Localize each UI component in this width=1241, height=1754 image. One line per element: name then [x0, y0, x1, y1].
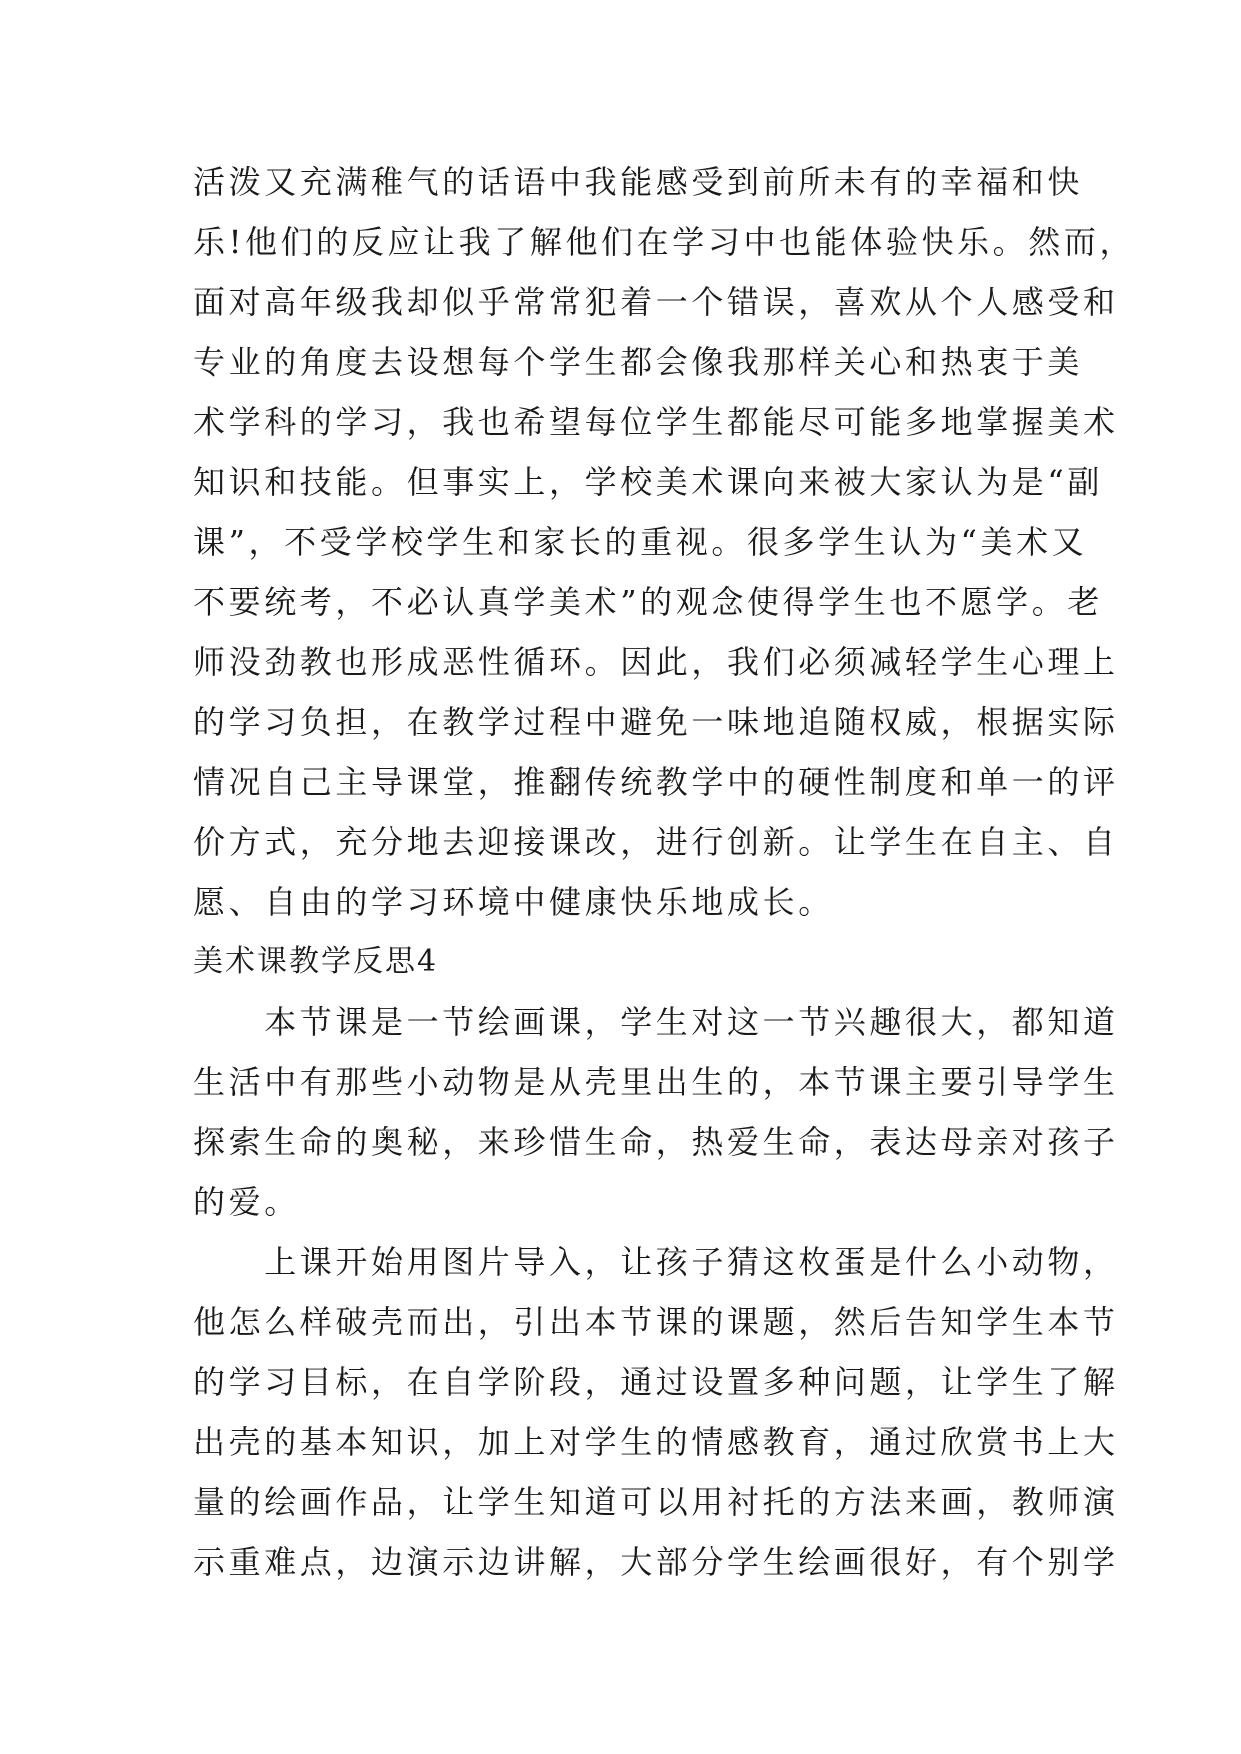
text-line: 愿、自由的学习环境中健康快乐地成长。 [193, 883, 834, 921]
text-line: 情况自己主导课堂，推翻传统教学中的硬性制度和单一的评 [193, 763, 1119, 801]
document-body [193, 152, 1136, 1592]
text-line: 乐!他们的反应让我了解他们在学习中也能体验快乐。然而， [193, 223, 1136, 261]
text-line: 本节课是一节绘画课，学生对这一节兴趣很大，都知道 [193, 1003, 1119, 1041]
text-line: 知识和技能。但事实上，学校美术课向来被大家认为是“副 [193, 463, 1103, 501]
text-line: 示重难点，边演示边讲解，大部分学生绘画很好，有个别学 [193, 1543, 1119, 1581]
text-line: 价方式，充分地去迎接课改，进行创新。让学生在自主、自 [193, 823, 1119, 861]
text-line: 的学习负担，在教学过程中避免一味地追随权威，根据实际 [193, 703, 1119, 741]
text-line: 上课开始用图片导入，让孩子猜这枚蛋是什么小动物， [193, 1243, 1119, 1281]
text-line: 的学习目标，在自学阶段，通过设置多种问题，让学生了解 [193, 1363, 1119, 1401]
paragraph-2 [193, 992, 1119, 1232]
text-line: 师没劲教也形成恶性循环。因此，我们必须减轻学生心理上 [193, 643, 1119, 681]
text-line: 探索生命的奥秘，来珍惜生命，热爱生命，表达母亲对孩子 [193, 1123, 1119, 1161]
section-heading: 美术课教学反思4 [193, 944, 439, 979]
text-line: 术学科的学习，我也希望每位学生都能尽可能多地掌握美术 [193, 403, 1119, 441]
text-line: 不要统考，不必认真学美术”的观念使得学生也不愿学。老 [193, 583, 1103, 621]
text-line: 他怎么样破壳而出，引出本节课的课题，然后告知学生本节 [193, 1303, 1119, 1341]
text-line: 活泼又充满稚气的话语中我能感受到前所未有的幸福和快 [193, 163, 1084, 201]
paragraph-1 [193, 152, 1136, 932]
text-line: 专业的角度去设想每个学生都会像我那样关心和热衷于美 [193, 343, 1084, 381]
text-line: 面对高年级我却似乎常常犯着一个错误，喜欢从个人感受和 [193, 283, 1119, 321]
text-line: 量的绘画作品，让学生知道可以用衬托的方法来画，教师演 [193, 1483, 1119, 1521]
paragraph-3 [193, 1232, 1119, 1592]
text-line: 生活中有那些小动物是从壳里出生的，本节课主要引导学生 [193, 1063, 1119, 1101]
text-line: 课”，不受学校学生和家长的重视。很多学生认为“美术又 [193, 523, 1088, 561]
text-line: 出壳的基本知识，加上对学生的情感教育，通过欣赏书上大 [193, 1423, 1119, 1461]
text-line: 的爱。 [193, 1183, 300, 1221]
